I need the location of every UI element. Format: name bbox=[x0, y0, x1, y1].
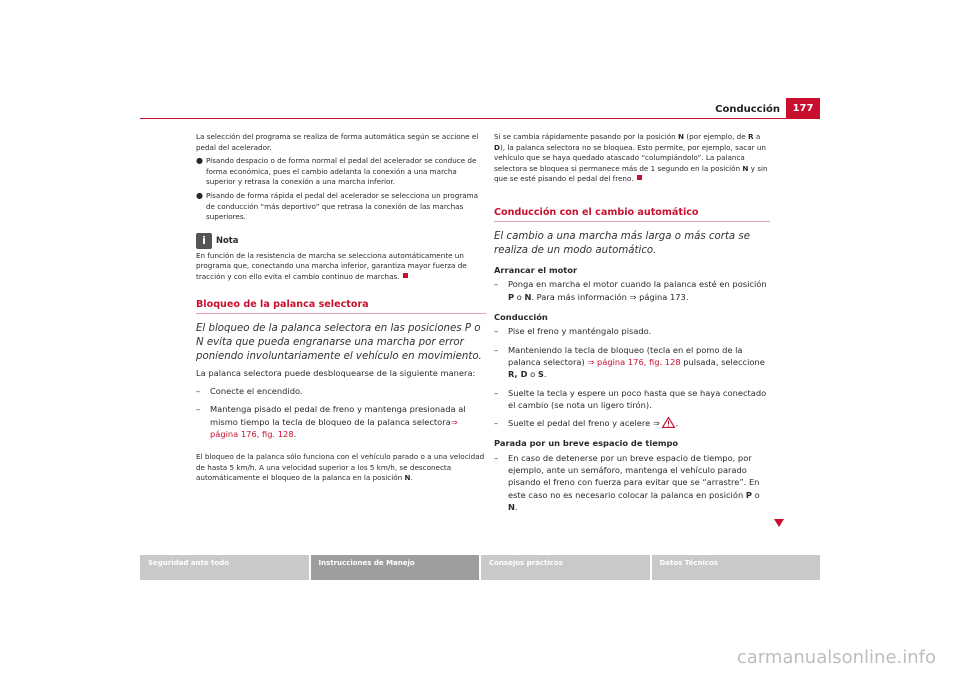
bullet-text: Pisando de forma rápida el pedal del acelerador se selecciona un programa de conducción “más deportivo” que retrasa la conexión de las marchas superiores. bbox=[206, 190, 479, 222]
step-item: – Mantenga pisado el pedal de freno y mantenga presionada al mismo tiempo la tecla de bloqueo de la palanca selectora⇒ página 176, fig. 128. bbox=[196, 404, 466, 439]
section-subtitle-conduccion: El cambio a una marcha más larga o más corta se realiza de un modo automático. bbox=[494, 231, 750, 257]
tab-seguridad[interactable]: Seguridad ante todo bbox=[140, 555, 309, 580]
heading-arrancar: Arrancar el motor bbox=[494, 265, 578, 276]
heading-parada: Parada por un breve espacio de tiempo bbox=[494, 438, 679, 449]
step-item: – Suelte el pedal del freno y acelere ⇒ . bbox=[494, 418, 679, 429]
tab-consejos[interactable]: Consejos prácticos bbox=[481, 555, 650, 580]
section-title-bloqueo: Bloqueo de la palanca selectora bbox=[196, 299, 486, 314]
nota-header bbox=[196, 233, 486, 249]
right-column bbox=[494, 132, 770, 513]
bottom-nav bbox=[140, 555, 820, 580]
end-mark-icon bbox=[403, 273, 408, 278]
watermark: carmanualsonline.info bbox=[736, 647, 936, 668]
end-mark-icon bbox=[637, 175, 642, 180]
step-item: – Suelte la tecla y espere un poco hasta que se haya conectado el cambio (se nota un ligero tirón). bbox=[494, 387, 767, 410]
section-subtitle-bloqueo: El bloqueo de la palanca selectora en las posiciones P o N evita que pueda engranarse una marcha por error poniendo involuntariamente el vehículo en movimiento. bbox=[196, 322, 482, 362]
tab-datos[interactable]: Datos Técnicos bbox=[652, 555, 821, 580]
bullet-icon: ● bbox=[196, 156, 203, 166]
nota-text: En función de la resistencia de marcha se selecciona automáticamente un programa que, conectando una marcha inferior, garantiza mayor fuerza de tracción y con ello evita el cambio continuo de marchas. bbox=[196, 250, 467, 281]
page-link[interactable]: ⇒ página 176, fig. 128 bbox=[210, 416, 458, 439]
warning-icon[interactable] bbox=[662, 417, 675, 428]
left-column bbox=[196, 132, 486, 484]
nota-title: Nota bbox=[216, 235, 239, 246]
intro-paragraph-right: Si se cambia rápidamente pasando por la posición N (por ejemplo, de R a D), la palanca selectora no se bloquea. Esto permite, por ejemplo, sacar un vehículo que se haya quedado atascado “columpiándolo”. La palanca selectora se bloquea si permanece más de 1 segundo en la posición N y sin que se esté pisando el pedal del freno. bbox=[494, 132, 768, 184]
bullet-icon: ● bbox=[196, 190, 203, 200]
step-item: – Conecte el encendido. bbox=[196, 386, 303, 397]
section-title-conduccion: Conducción con el cambio automático bbox=[494, 207, 770, 222]
info-note-icon: i bbox=[196, 233, 212, 249]
step-text: Conecte el encendido. bbox=[210, 386, 303, 397]
tab-instrucciones[interactable]: Instrucciones de Manejo bbox=[311, 555, 480, 580]
step-text: Mantenga pisado el pedal de freno y mantenga presionada al mismo tiempo la tecla de bloqueo de la palanca selectora bbox=[210, 404, 466, 427]
intro-paragraph: La selección del programa se realiza de forma automática según se accione el pedal del acelerador. bbox=[196, 132, 479, 152]
step-item: – En caso de detenerse por un breve espacio de tiempo, por ejemplo, ante un semáforo, mantenga el vehículo parado pisando el freno con fuerza para evitar que se “arrastre”. En este caso no es necesario colocar la palanca en posición P o N. bbox=[494, 452, 760, 512]
bullet-item bbox=[196, 191, 486, 223]
step-item: – Pise el freno y manténgalo pisado. bbox=[494, 326, 652, 337]
footnote: El bloqueo de la palanca sólo funciona con el vehículo parado o a una velocidad de hasta 5 km/h. A una velocidad superior a los 5 km/h, se desconecta automáticamente el bloqueo de la palanca en la posición N. bbox=[196, 452, 485, 483]
bullet-item bbox=[196, 156, 486, 188]
page-link[interactable]: ⇒ página 176, fig. 128 bbox=[587, 356, 681, 367]
step-item: – Manteniendo la tecla de bloqueo (tecla en el pomo de la palanca selectora) ⇒ página 176, fig. 128 pulsada, seleccione R, D o S. bbox=[494, 344, 765, 380]
body-paragraph: La palanca selectora puede desbloquearse de la siguiente manera: bbox=[196, 367, 476, 378]
step-item: – Ponga en marcha el motor cuando la palanca esté en posición P o N. Para más información ⇒ página 173. bbox=[494, 279, 767, 302]
heading-conduccion: Conducción bbox=[494, 312, 548, 323]
page-number: 177 bbox=[786, 98, 820, 118]
header-title: Conducción bbox=[715, 104, 780, 115]
bullet-text: Pisando despacio o de forma normal el pedal del acelerador se conduce de forma económica, pues el cambio adelanta la conexión a una marcha superior y retrasa la conexión a una marcha inferior. bbox=[206, 156, 477, 187]
header-rule bbox=[140, 118, 820, 119]
next-page-arrow-icon[interactable] bbox=[774, 519, 784, 529]
